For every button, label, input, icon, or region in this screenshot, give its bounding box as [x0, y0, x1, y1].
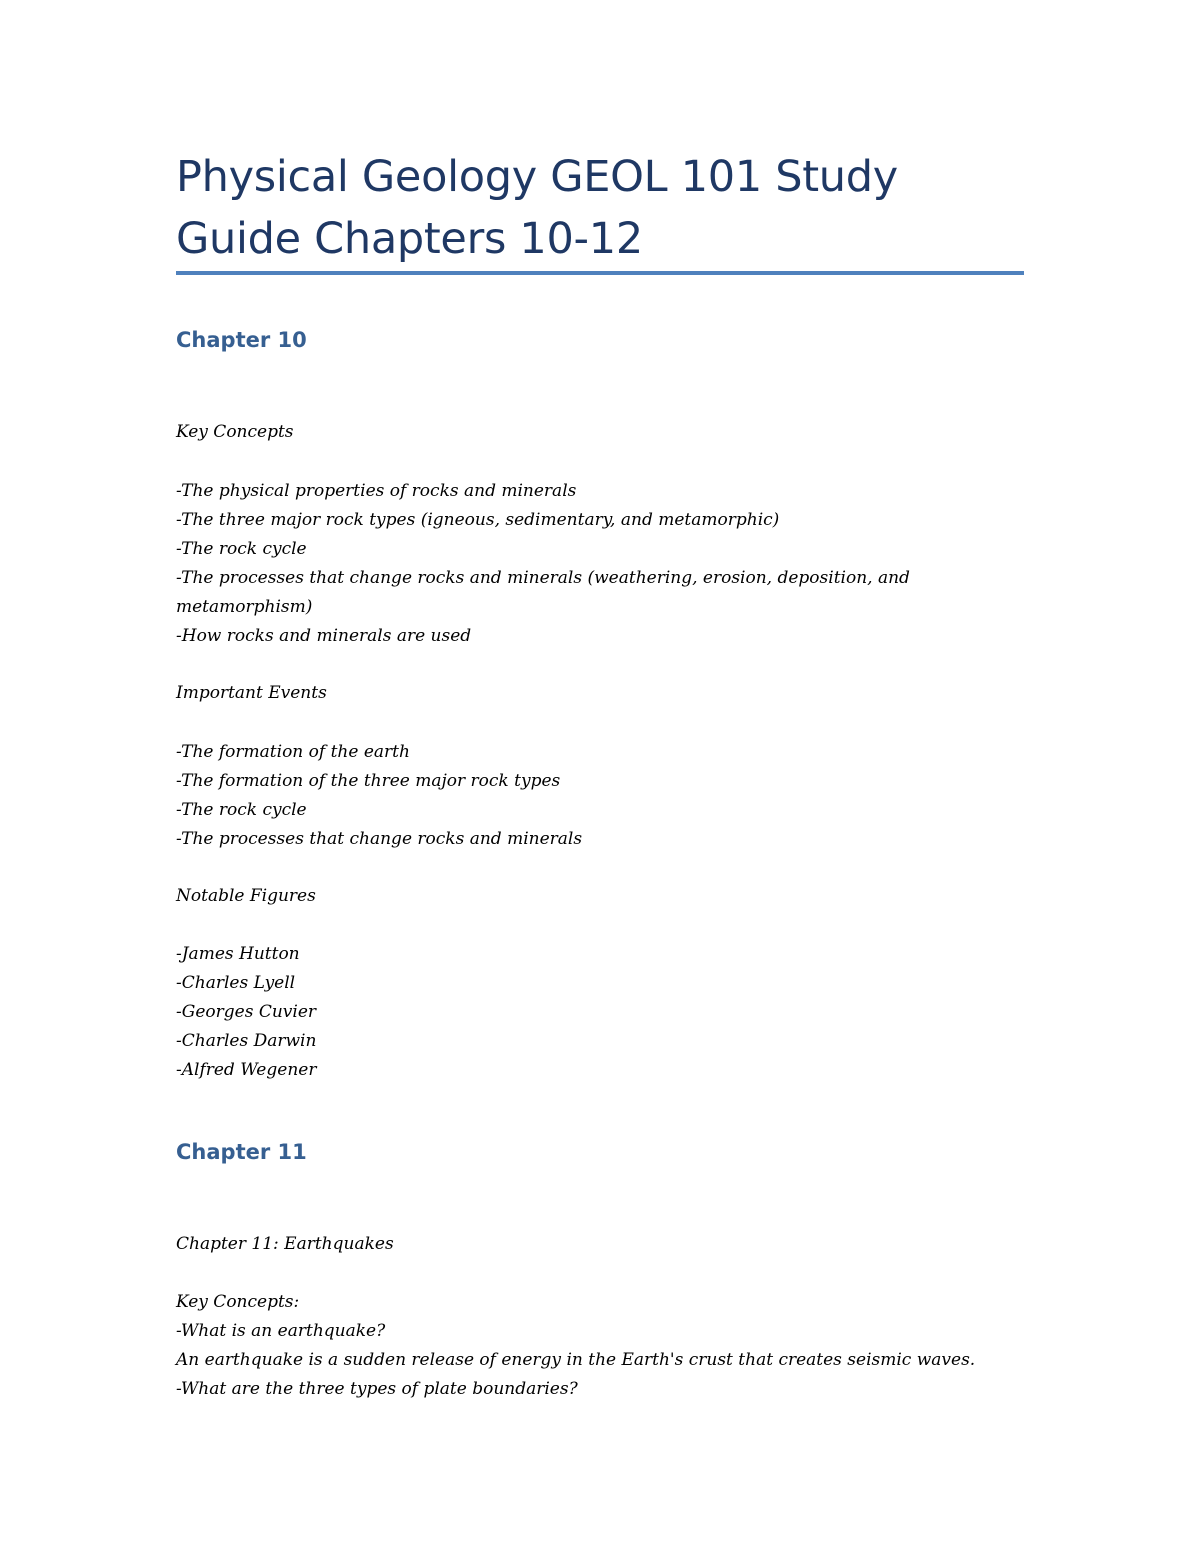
chapter-10-heading: Chapter 10: [176, 328, 307, 352]
notable-figures-list: [176, 940, 1036, 1085]
list-item: -The physical properties of rocks and minerals: [176, 481, 577, 501]
list-item: -James Hutton: [176, 944, 300, 964]
important-events-label: Important Events: [176, 683, 327, 703]
list-item: -The formation of the three major rock types: [176, 771, 561, 791]
chapter-11-subtitle-block: [176, 1230, 1036, 1259]
list-item: -What are the three types of plate boundaries?: [176, 1379, 578, 1399]
important-events-section: [176, 679, 1036, 708]
chapter-11-key-concepts: [176, 1288, 1036, 1404]
notable-figures-section: [176, 882, 1036, 911]
title-underline: [176, 271, 1024, 275]
list-item: -Charles Darwin: [176, 1031, 317, 1051]
list-item: -The processes that change rocks and minerals: [176, 829, 583, 849]
list-item: -What is an earthquake?: [176, 1321, 386, 1341]
key-concepts-label: Key Concepts: [176, 422, 294, 442]
list-item: -How rocks and minerals are used: [176, 626, 472, 646]
list-item: -Charles Lyell: [176, 973, 296, 993]
chapter-11-heading: Chapter 11: [176, 1140, 307, 1164]
list-item: -Georges Cuvier: [176, 1002, 317, 1022]
important-events-list: [176, 738, 1036, 854]
notable-figures-label: Notable Figures: [176, 886, 316, 906]
document-title: Physical Geology GEOL 101 Study Guide Chapters 10-12: [176, 152, 898, 264]
list-item: -The processes that change rocks and minerals (weathering, erosion, deposition, and metamorphism): [176, 568, 910, 617]
list-item: -The three major rock types (igneous, sedimentary, and metamorphic): [176, 510, 780, 530]
chapter-11-subtitle: Chapter 11: Earthquakes: [176, 1234, 394, 1254]
list-item: -The rock cycle: [176, 800, 307, 820]
key-concepts-list: [176, 477, 1036, 651]
list-item: -Alfred Wegener: [176, 1060, 317, 1080]
chapter-10-key-concepts: [176, 418, 1036, 447]
list-item: -The rock cycle: [176, 539, 307, 559]
list-item: -The formation of the earth: [176, 742, 410, 762]
key-concepts-label: Key Concepts:: [176, 1292, 300, 1312]
list-item: An earthquake is a sudden release of energy in the Earth's crust that creates seismic waves.: [176, 1350, 976, 1370]
